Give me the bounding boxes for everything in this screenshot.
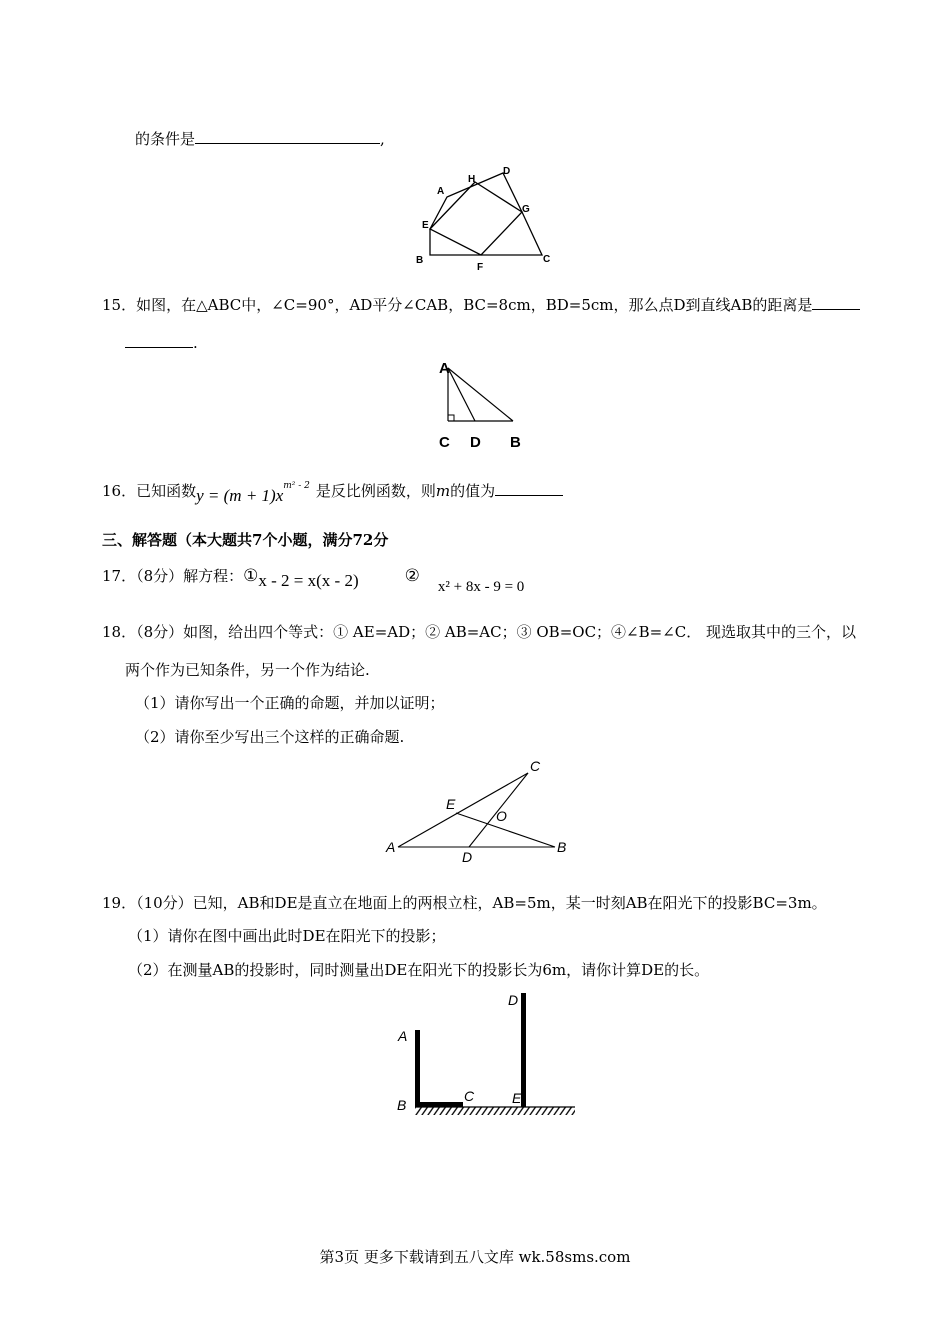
q17-equation-1: x - 2 = x(x - 2) [258, 571, 359, 590]
q16-answer-blank[interactable] [495, 480, 563, 496]
q16-text-post: 是反比例函数，则 [315, 482, 436, 500]
q14-label-f: F [477, 262, 484, 273]
q15-bisector-ad [448, 368, 475, 421]
q19-text-line1: （10分）已知，AB和DE是直立在地面上的两根立柱，AB=5m，某一时刻AB在阳光下的投影BC=3m。 [136, 894, 827, 912]
q15-text: 如图，在△ABC中，∠C=90°，AD平分∠CAB，BC=8cm，BD=5cm，那么点D到直线AB的距离是 [136, 296, 813, 314]
q16-formula: y = (m + 1)x [196, 486, 284, 505]
q19-ground-hatch [415, 1107, 575, 1115]
q15-label-a: A [439, 360, 450, 377]
q15-side-ab [448, 368, 513, 421]
q15-end: . [193, 334, 198, 352]
q15-line1 [102, 294, 860, 315]
q18-text-line1: （8分）如图，给出四个等式：① AE=AD；② AB=AC；③ OB=OC；④∠B=∠C． 现选取其中的三个，以 [136, 623, 857, 641]
q19-label-a: A [398, 1028, 408, 1044]
q19-pole-ab [415, 1030, 420, 1107]
q15-number: 15． [102, 296, 137, 314]
q19-label-e: E [512, 1090, 522, 1106]
section3-title: 三、解答题（本大题共7个小题，满分72分 [102, 531, 389, 549]
q18-label-c: C [530, 758, 541, 774]
q18-label-o: O [496, 808, 507, 824]
q14-answer-blank[interactable] [195, 128, 380, 144]
q17-marker-2: ② [404, 566, 420, 586]
page-footer: 第3页 更多下载请到五八文库 wk.58sms.com [319, 1248, 631, 1266]
q15-answer-blank-1[interactable] [812, 294, 860, 310]
q18-label-b: B [557, 839, 567, 855]
q17-line [102, 566, 525, 595]
q18-sub2: （2）请你至少写出三个这样的正确命题. [135, 728, 405, 746]
q16-line [102, 478, 563, 504]
q14-label-b: B [416, 255, 424, 266]
q18-triangle-figure [380, 755, 580, 865]
q19-label-d: D [508, 992, 519, 1008]
q15-label-d: D [470, 434, 481, 451]
q16-text-post2: 的值为 [450, 482, 496, 500]
q15-right-angle-mark [448, 415, 454, 421]
q18-label-a: A [386, 839, 396, 855]
q19-shadow-bc [415, 1102, 463, 1107]
q14-continuation [135, 128, 385, 149]
q18-line-ac [398, 773, 528, 847]
q14-label-g: G [522, 204, 530, 215]
q15-label-b: B [510, 434, 521, 451]
q17-marker-1: ① [243, 566, 259, 586]
q19-number: 19． [102, 894, 137, 912]
q16-exponent: m² - 2 [283, 481, 310, 491]
q17-text: （8分）解方程： [136, 567, 244, 585]
q19-pole-de [521, 993, 526, 1107]
q19-poles-figure [390, 985, 590, 1125]
q14-label-h: H [468, 174, 476, 185]
q14-label-d: D [503, 166, 511, 177]
q15-answer-blank-2[interactable] [125, 332, 193, 348]
q17-number: 17． [102, 567, 137, 585]
q15-triangle-figure [430, 358, 540, 453]
q18-label-d: D [462, 849, 473, 865]
q14-text: 的条件是 [135, 130, 196, 148]
q16-var-m: m [435, 482, 451, 500]
q18-number: 18． [102, 623, 137, 641]
q19-line1 [102, 893, 827, 913]
q14-comma: , [380, 130, 385, 148]
q15-line2 [125, 332, 198, 353]
q14-label-c: C [543, 254, 551, 265]
q19-sub2: （2）在测量AB的投影时，同时测量出DE在阳光下的投影长为6m，请你计算DE的长。 [128, 961, 710, 979]
q16-text-pre: 已知函数 [136, 482, 197, 500]
q19-label-c: C [464, 1088, 475, 1104]
q19-sub1: （1）请你在图中画出此时DE在阳光下的投影； [128, 927, 446, 945]
q18-sub1: （1）请你写出一个正确的命题，并加以证明； [135, 694, 445, 712]
q15-label-c: C [439, 434, 450, 451]
q19-label-b: B [397, 1097, 407, 1113]
q14-quadrilateral-figure [405, 160, 565, 275]
q18-line2: 两个作为已知条件，另一个作为结论. [125, 661, 370, 679]
q14-label-e: E [422, 220, 429, 231]
q14-label-a: A [437, 186, 445, 197]
q17-equation-2: x² + 8x - 9 = 0 [437, 579, 525, 595]
q18-line1 [102, 622, 856, 642]
q18-label-e: E [446, 796, 456, 812]
q16-number: 16． [102, 482, 137, 500]
